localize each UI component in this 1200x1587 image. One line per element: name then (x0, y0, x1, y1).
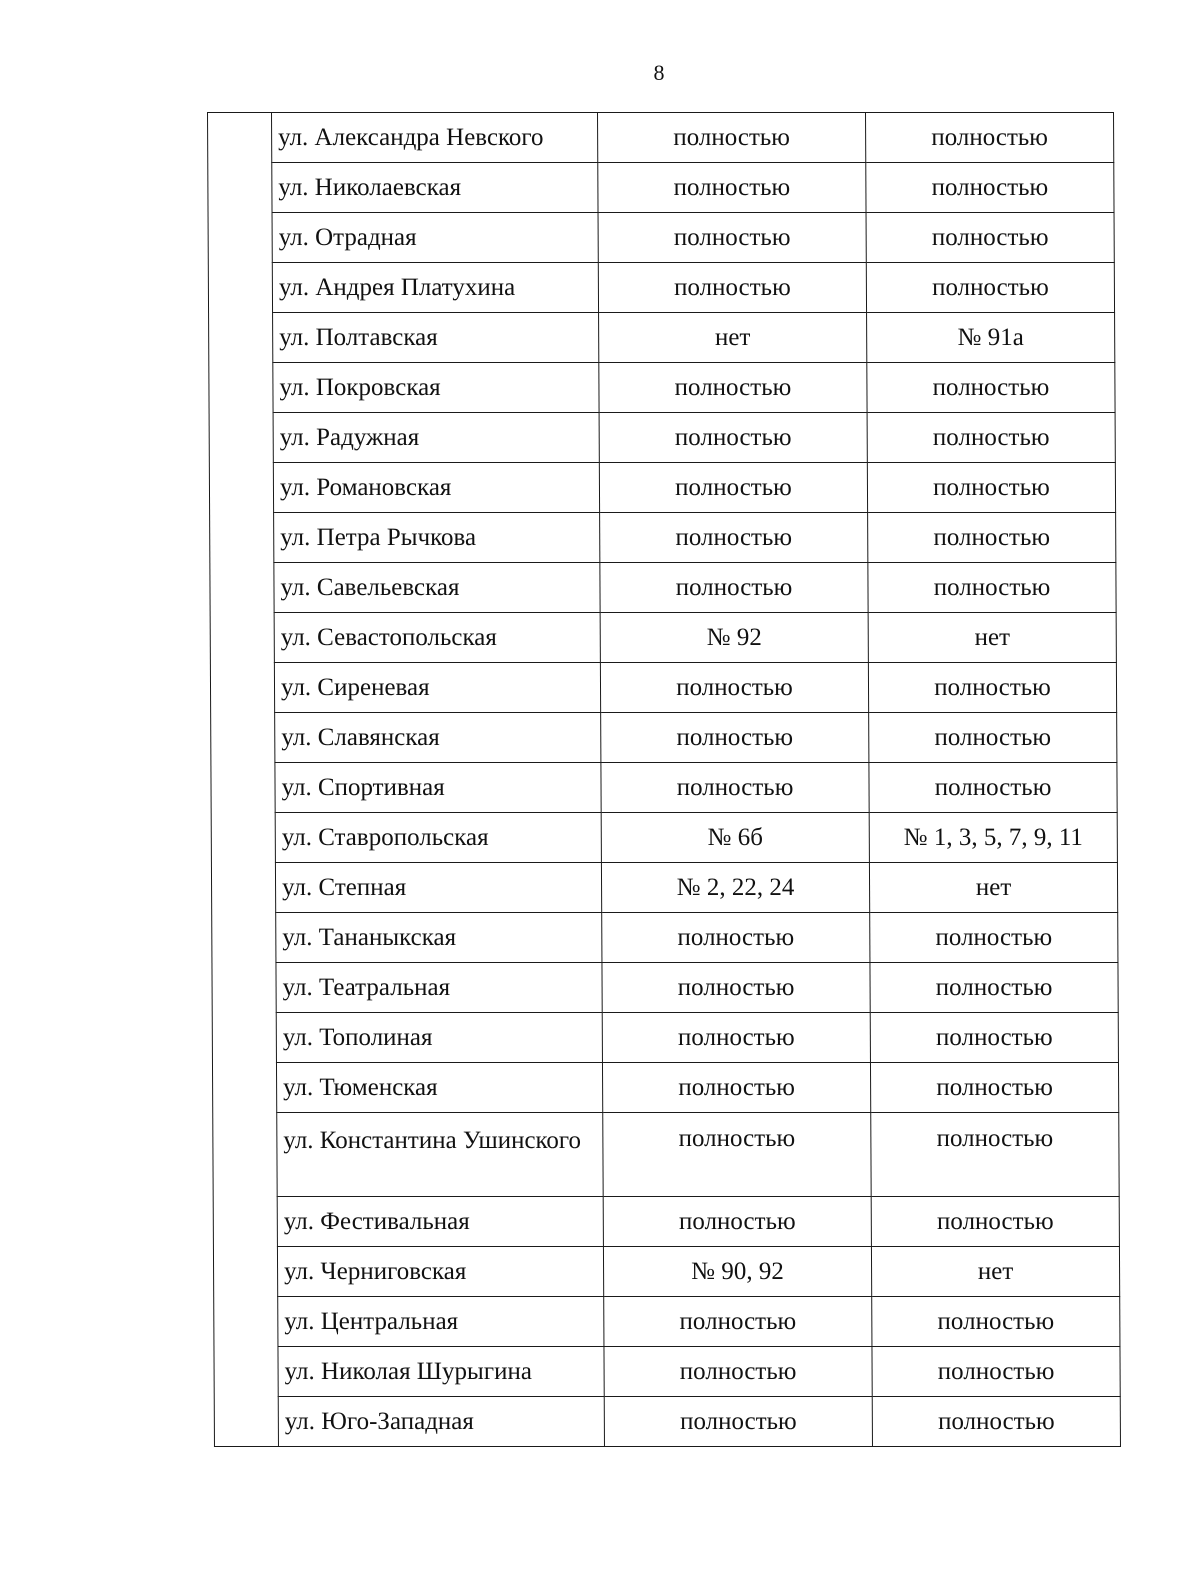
table-row (209, 463, 1115, 513)
coverage-cell-a: № 92 (600, 613, 868, 663)
table-row (209, 363, 1115, 413)
coverage-cell-b: полностью (867, 463, 1115, 513)
table-row (211, 713, 1117, 763)
table-row (210, 513, 1116, 563)
coverage-cell-b: полностью (868, 563, 1116, 613)
page-number: 8 (653, 60, 665, 85)
coverage-cell-a: полностью (604, 1397, 872, 1447)
table-row (213, 1197, 1119, 1247)
street-cell: ул. Константина Ушинского (277, 1113, 603, 1197)
coverage-cell-a: полностью (600, 563, 868, 613)
coverage-cell-a: полностью (602, 1063, 870, 1113)
street-cell: ул. Тюменская (276, 1063, 602, 1113)
street-cell: ул. Андрея Платухина (272, 263, 598, 313)
table-row (211, 813, 1117, 863)
street-cell: ул. Спортивная (275, 763, 601, 813)
street-cell: ул. Петра Рычкова (274, 513, 600, 563)
coverage-cell-b: полностью (866, 263, 1114, 313)
street-cell: ул. Романовская (273, 463, 599, 513)
table-row (209, 413, 1115, 463)
coverage-cell-a: полностью (601, 713, 869, 763)
coverage-cell-b: полностью (872, 1347, 1120, 1397)
street-cell: ул. Ставропольская (275, 813, 601, 863)
table-row (208, 113, 1114, 163)
table-row (210, 663, 1116, 713)
coverage-cell-b: полностью (866, 113, 1114, 163)
coverage-cell-b: нет (869, 863, 1117, 913)
street-cell: ул. Покровская (273, 363, 599, 413)
street-cell: ул. Черниговская (277, 1247, 603, 1297)
table-row (213, 1247, 1119, 1297)
coverage-cell-a: полностью (602, 1013, 870, 1063)
coverage-cell-a: полностью (598, 113, 866, 163)
street-cell: ул. Николаевская (272, 163, 598, 213)
coverage-cell-a: № 2, 22, 24 (601, 863, 869, 913)
street-cell: ул. Центральная (278, 1297, 604, 1347)
coverage-cell-b: полностью (869, 763, 1117, 813)
table-row (209, 313, 1115, 363)
coverage-cell-b: полностью (866, 163, 1114, 213)
coverage-cell-b: полностью (871, 1197, 1119, 1247)
coverage-cell-b: полностью (870, 1063, 1118, 1113)
coverage-cell-b: полностью (870, 1013, 1118, 1063)
table-row (212, 1013, 1118, 1063)
coverage-cell-a: полностью (600, 513, 868, 563)
coverage-cell-a: полностью (603, 1113, 871, 1197)
street-cell: ул. Сиреневая (274, 663, 600, 713)
coverage-cell-a: № 90, 92 (603, 1247, 871, 1297)
coverage-cell-a: № 6б (601, 813, 869, 863)
table-row (211, 863, 1117, 913)
streets-table (207, 112, 1121, 1447)
coverage-cell-a: полностью (604, 1297, 872, 1347)
coverage-cell-a: полностью (598, 263, 866, 313)
coverage-cell-b: полностью (868, 663, 1116, 713)
table-row (214, 1397, 1120, 1447)
coverage-cell-b: № 91а (867, 313, 1115, 363)
table-row (212, 913, 1118, 963)
coverage-cell-a: полностью (601, 763, 869, 813)
coverage-cell-a: полностью (599, 413, 867, 463)
coverage-cell-b: полностью (870, 913, 1118, 963)
table-row (214, 1347, 1120, 1397)
coverage-cell-a: полностью (600, 663, 868, 713)
coverage-cell-b: нет (868, 613, 1116, 663)
coverage-cell-b: № 1, 3, 5, 7, 9, 11 (869, 813, 1117, 863)
table-row (208, 213, 1114, 263)
coverage-cell-a: полностью (599, 463, 867, 513)
street-cell: ул. Степная (275, 863, 601, 913)
coverage-cell-a: полностью (604, 1347, 872, 1397)
coverage-cell-a: полностью (599, 363, 867, 413)
coverage-cell-a: полностью (602, 913, 870, 963)
table-row (210, 563, 1116, 613)
coverage-cell-b: полностью (869, 713, 1117, 763)
coverage-cell-b: полностью (872, 1397, 1120, 1447)
street-cell: ул. Александра Невского (272, 113, 598, 163)
street-cell: ул. Юго-Западная (278, 1397, 604, 1447)
street-cell: ул. Савельевская (274, 563, 600, 613)
street-cell: ул. Отрадная (272, 213, 598, 263)
table-row (213, 1113, 1119, 1197)
table-row (214, 1297, 1120, 1347)
coverage-cell-b: полностью (866, 213, 1114, 263)
street-cell: ул. Радужная (273, 413, 599, 463)
street-cell: ул. Тананыкская (276, 913, 602, 963)
street-cell: ул. Полтавская (273, 313, 599, 363)
coverage-cell-a: полностью (598, 163, 866, 213)
coverage-cell-a: полностью (602, 963, 870, 1013)
table-row (208, 263, 1114, 313)
blank-number-column (208, 113, 279, 1447)
street-cell: ул. Театральная (276, 963, 602, 1013)
street-cell: ул. Тополиная (276, 1013, 602, 1063)
coverage-cell-b: нет (871, 1247, 1119, 1297)
table-row (212, 963, 1118, 1013)
coverage-cell-b: полностью (867, 363, 1115, 413)
coverage-cell-b: полностью (871, 1113, 1119, 1197)
coverage-cell-b: полностью (867, 413, 1115, 463)
street-cell: ул. Славянская (275, 713, 601, 763)
street-cell: ул. Николая Шурыгина (278, 1347, 604, 1397)
coverage-cell-a: нет (599, 313, 867, 363)
coverage-cell-a: полностью (603, 1197, 871, 1247)
table-row (211, 763, 1117, 813)
street-cell: ул. Фестивальная (277, 1197, 603, 1247)
table-row (208, 163, 1114, 213)
street-cell: ул. Севастопольская (274, 613, 600, 663)
coverage-cell-b: полностью (870, 963, 1118, 1013)
table-row (212, 1063, 1118, 1113)
coverage-cell-b: полностью (868, 513, 1116, 563)
table-row (210, 613, 1116, 663)
coverage-cell-a: полностью (598, 213, 866, 263)
coverage-cell-b: полностью (872, 1297, 1120, 1347)
